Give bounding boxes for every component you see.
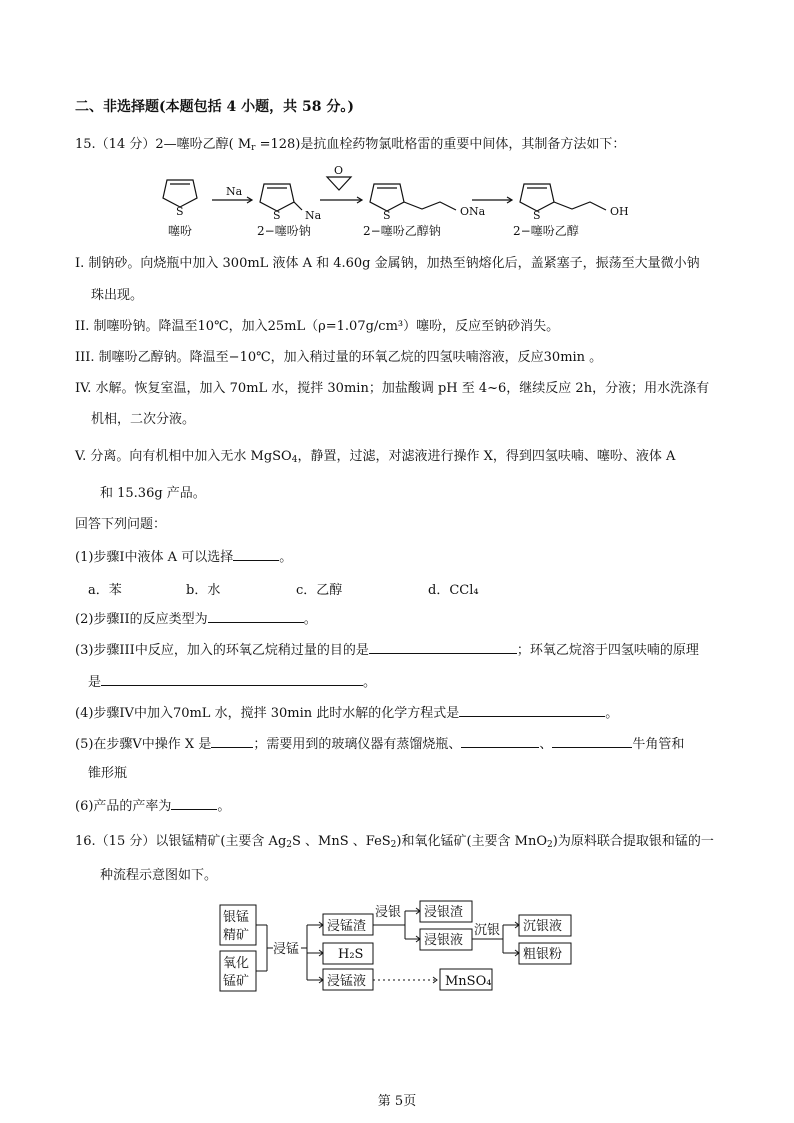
option-a: a．苯	[88, 583, 122, 598]
reagent-na: Na	[226, 185, 243, 198]
epoxide-ring	[327, 177, 351, 190]
name-thiophene-ethanol-sodium: 2−噻吩乙醇钠	[363, 224, 441, 238]
q16-intro-line-1: 16.（15 分）以银锰精矿(主要含 $Ag_2S$ 、MnS 、FeS$_2$)和氧化锰矿(主要含 MnO$_2$)为原料联合提取银和锰的一	[75, 834, 714, 850]
answer-blank-4[interactable]	[459, 704, 605, 717]
answer-blank-5c[interactable]	[552, 735, 632, 748]
label-ore1-line1: 银锰	[223, 910, 250, 925]
name-thiophene-ethanol: 2−噻吩乙醇	[513, 224, 579, 238]
question-5: (5)在步骤V中操作 X 是 ；需要用到的玻璃仪器有蒸馏烧瓶、 、 牛角管和	[75, 737, 685, 752]
reaction-scheme	[150, 165, 650, 240]
label-mnso4: MnSO₄	[445, 974, 492, 989]
label-precip-ag: 沉银	[474, 923, 501, 938]
label-ore2-line2: 锰矿	[223, 974, 250, 989]
option-c: c．乙醇	[296, 583, 343, 598]
question-5-cont: 锥形瓶	[88, 766, 128, 781]
label-leach-mn: 浸锰	[273, 942, 300, 957]
name-thiophene-sodium: 2−噻吩钠	[257, 224, 311, 238]
question-3: (3)步骤III中反应，加入的环氧乙烷稍过量的目的是 ；环氧乙烷溶于四氢呋喃的原理	[75, 643, 699, 658]
option-d: d．CCl₄	[428, 583, 479, 598]
step-1-line-2: 珠出现。	[91, 288, 144, 303]
step-1-line-1: I. 制钠砂。向烧瓶中加入 300mL 液体 A 和 4.60g 金属钠，加热至钠熔化后，盖紧塞子，振荡至大量微小钠	[75, 256, 700, 271]
step-4-line-1: IV. 水解。恢复室温，加入 70mL 水，搅拌 30min；加盐酸调 pH 至 4~6，继续反应 2h，分液；用水洗涤有	[75, 381, 710, 396]
label-h2s: H₂S	[338, 947, 364, 962]
sodium-substituent: Na	[305, 209, 322, 222]
label-ore1-line2: 精矿	[223, 928, 250, 943]
step-3: III. 制噻吩乙醇钠。降温至−10℃，加入稍过量的环氧乙烷的四氢呋喃溶液，反应30min 。	[75, 350, 603, 365]
q15-intro: 15.（14 分）2—噻吩乙醇( $M_r =128$)是抗血栓药物氯吡格雷的重要中间体，其制备方法如下：	[75, 137, 626, 153]
label-ore2-line1: 氧化	[223, 956, 250, 971]
label-precip-solution: 沉银液	[523, 919, 563, 934]
answer-blank-1[interactable]	[233, 548, 279, 561]
label-mn-residue: 浸锰渣	[327, 919, 367, 934]
label-crude-silver: 粗银粉	[523, 947, 563, 962]
question-3-cont: 是 。	[88, 675, 377, 690]
answer-blank-3b[interactable]	[101, 673, 363, 686]
answer-blank-5a[interactable]	[211, 735, 253, 748]
sulfur-atom-2: S	[273, 209, 281, 222]
question-2: (2)步骤II的反应类型为 。	[75, 612, 317, 627]
label-ag-solution: 浸银液	[424, 933, 464, 948]
answer-blank-5b[interactable]	[461, 735, 539, 748]
name-thiophene: 噻吩	[168, 224, 193, 238]
option-b: b．水	[186, 583, 221, 598]
ona-group: ONa	[460, 205, 486, 218]
answer-blank-2[interactable]	[208, 610, 304, 623]
sulfur-atom-1: S	[176, 205, 184, 218]
question-6: (6)产品的产率为 。	[75, 799, 231, 814]
oh-group: OH	[610, 205, 629, 218]
sulfur-atom-3: S	[383, 209, 391, 222]
answer-blank-3a[interactable]	[369, 641, 517, 654]
q16-intro-line-2: 种流程示意图如下。	[100, 868, 218, 883]
label-ag-residue: 浸银渣	[424, 905, 464, 920]
question-1: (1)步骤I中液体 A 可以选择 。	[75, 550, 293, 565]
label-leach-ag: 浸银	[375, 905, 402, 920]
label-mn-solution: 浸锰液	[327, 974, 367, 989]
step-4-line-2: 机相，二次分液。	[91, 412, 196, 427]
answer-prompt: 回答下列问题：	[75, 517, 167, 532]
sulfur-atom-4: S	[533, 209, 541, 222]
step-5-line-2: 和 15.36g 产品。	[100, 486, 206, 501]
process-flowchart	[215, 898, 585, 998]
step-5-line-1: V. 分离。向有机相中加入无水 MgSO$_4$，静置，过滤，对滤液进行操作 X，得到四氢呋喃、噻吩、液体 A	[75, 449, 676, 465]
page-number: 第 5页	[377, 1094, 417, 1109]
section-title: 二、非选择题(本题包括 4 小题，共 58 分。)	[75, 99, 354, 115]
question-4: (4)步骤IV中加入70mL 水，搅拌 30min 此时水解的化学方程式是 。	[75, 706, 619, 721]
answer-blank-6[interactable]	[171, 797, 217, 810]
step-2: II. 制噻吩钠。降温至10℃，加入25mL（ρ=1.07g/cm³）噻吩，反应至钠砂消失。	[75, 319, 560, 334]
epoxide-oxygen: O	[334, 165, 344, 177]
